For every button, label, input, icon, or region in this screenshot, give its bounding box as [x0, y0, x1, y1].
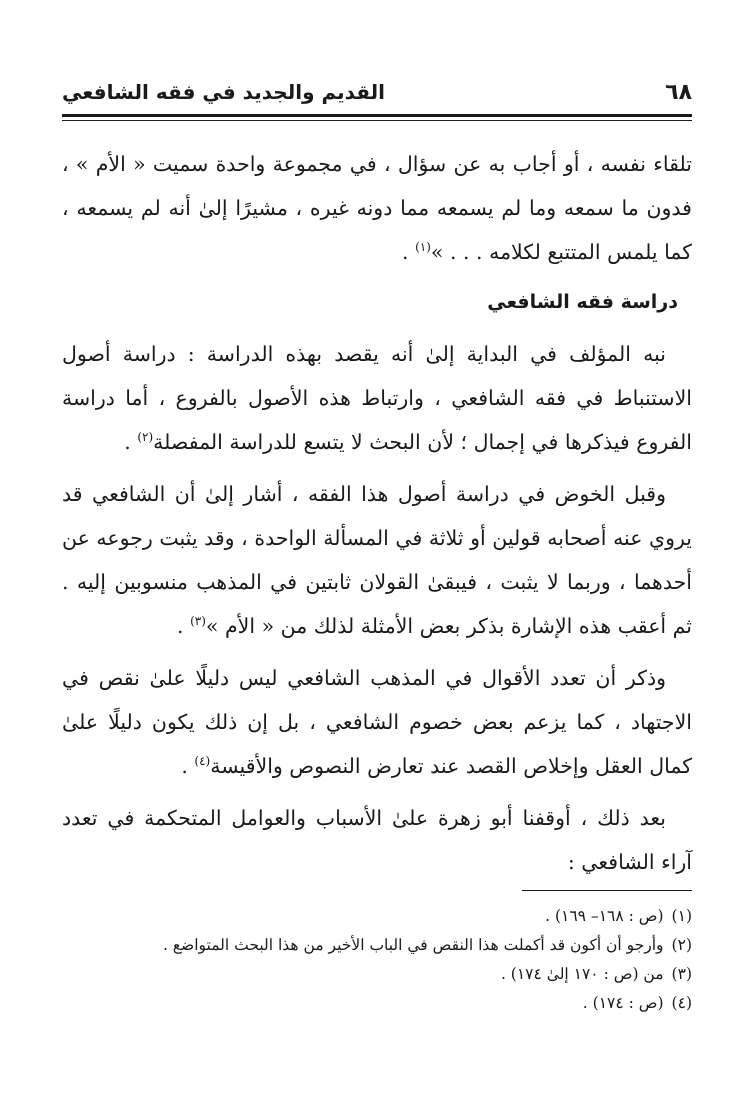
footnote-reference: (١)	[415, 240, 431, 255]
footnote	[62, 902, 692, 931]
paragraph-text: نبه المؤلف في البداية إلىٰ أنه يقصد بهذه الدراسة : دراسة أصول الاستنباط في فقه الشافعي ، وارتباط هذه الأصول بالفروع ، أما دراسة الفروع فيذكرها في إجمال ؛ لأن البحث لا يتسع للدراسة المفصلة	[62, 342, 692, 454]
footnote-number: (١)	[671, 907, 692, 925]
running-header	[62, 70, 692, 112]
footnote-number: (٢)	[671, 936, 692, 954]
running-title: القديم والجديد في فقه الشافعي	[62, 80, 385, 104]
header-rule-thin	[62, 120, 692, 121]
paragraph-text: وذكر أن تعدد الأقوال في المذهب الشافعي ليس دليلًا علىٰ نقص في الاجتهاد ، كما يزعم بعض خصوم الشافعي ، بل إن ذلك يكون دليلًا علىٰ كمال العقل وإخلاص القصد عند تعارض النصوص والأقيسة	[62, 666, 692, 778]
footnote-text: (ص : ١٦٨– ١٦٩) .	[545, 907, 664, 925]
paragraph	[62, 796, 692, 884]
footnote-number: (٣)	[671, 965, 692, 983]
header-rule-thick	[62, 114, 692, 117]
paragraph	[62, 332, 692, 464]
footnote-text: وأرجو أن أكون قد أكملت هذا النقص في الباب الأخير من هذا البحث المتواضع .	[162, 936, 664, 954]
footnote-text: من (ص : ١٧٠ إلىٰ ١٧٤) .	[500, 965, 664, 983]
footnote-number: (٤)	[671, 994, 692, 1012]
paragraph-tail: .	[177, 614, 191, 638]
footnote-text: (ص : ١٧٤) .	[582, 994, 664, 1012]
footnote-separator	[522, 890, 692, 891]
paragraph-text: بعد ذلك ، أوقفنا أبو زهرة علىٰ الأسباب والعوامل المتحكمة في تعدد آراء الشافعي :	[62, 806, 692, 874]
paragraph-tail: .	[124, 430, 138, 454]
paragraph	[62, 656, 692, 788]
footnotes	[62, 902, 692, 1018]
page-number: ٦٨	[665, 80, 692, 105]
footnote	[62, 931, 692, 960]
paragraph	[62, 472, 692, 648]
paragraph-text: تلقاء نفسه ، أو أجاب به عن سؤال ، في مجموعة واحدة سميت « الأم » ، فدون ما سمعه وما لم يسمعه مما دونه غيره ، مشيرًا إلىٰ أنه لم يسمعه ، كما يلمس المتتبع لكلامه . . . »	[62, 152, 692, 264]
body-text	[62, 142, 692, 892]
section-heading: دراسة فقه الشافعي	[487, 291, 678, 313]
paragraph-text: وقبل الخوض في دراسة أصول هذا الفقه ، أشار إلىٰ أن الشافعي قد يروي عنه أصحابه قولين أو ثلاثة في المسألة الواحدة ، وقد يثبت رجوعه عن أحدهما ، وربما لا يثبت ، فيبقىٰ القولان ثابتين في المذهب منسوبين إليه . ثم أعقب هذه الإشارة بذكر بعض الأمثلة لذلك من « الأم »	[62, 482, 692, 638]
paragraph-tail: .	[181, 754, 195, 778]
footnote-reference: (٤)	[194, 754, 211, 769]
paragraph-tail: .	[402, 240, 416, 264]
paragraph-continuation	[62, 142, 692, 274]
footnote-reference: (٣)	[190, 614, 206, 629]
footnote-reference: (٢)	[137, 430, 154, 445]
footnote	[62, 960, 692, 989]
footnote	[62, 989, 692, 1018]
book-page	[62, 70, 692, 1060]
